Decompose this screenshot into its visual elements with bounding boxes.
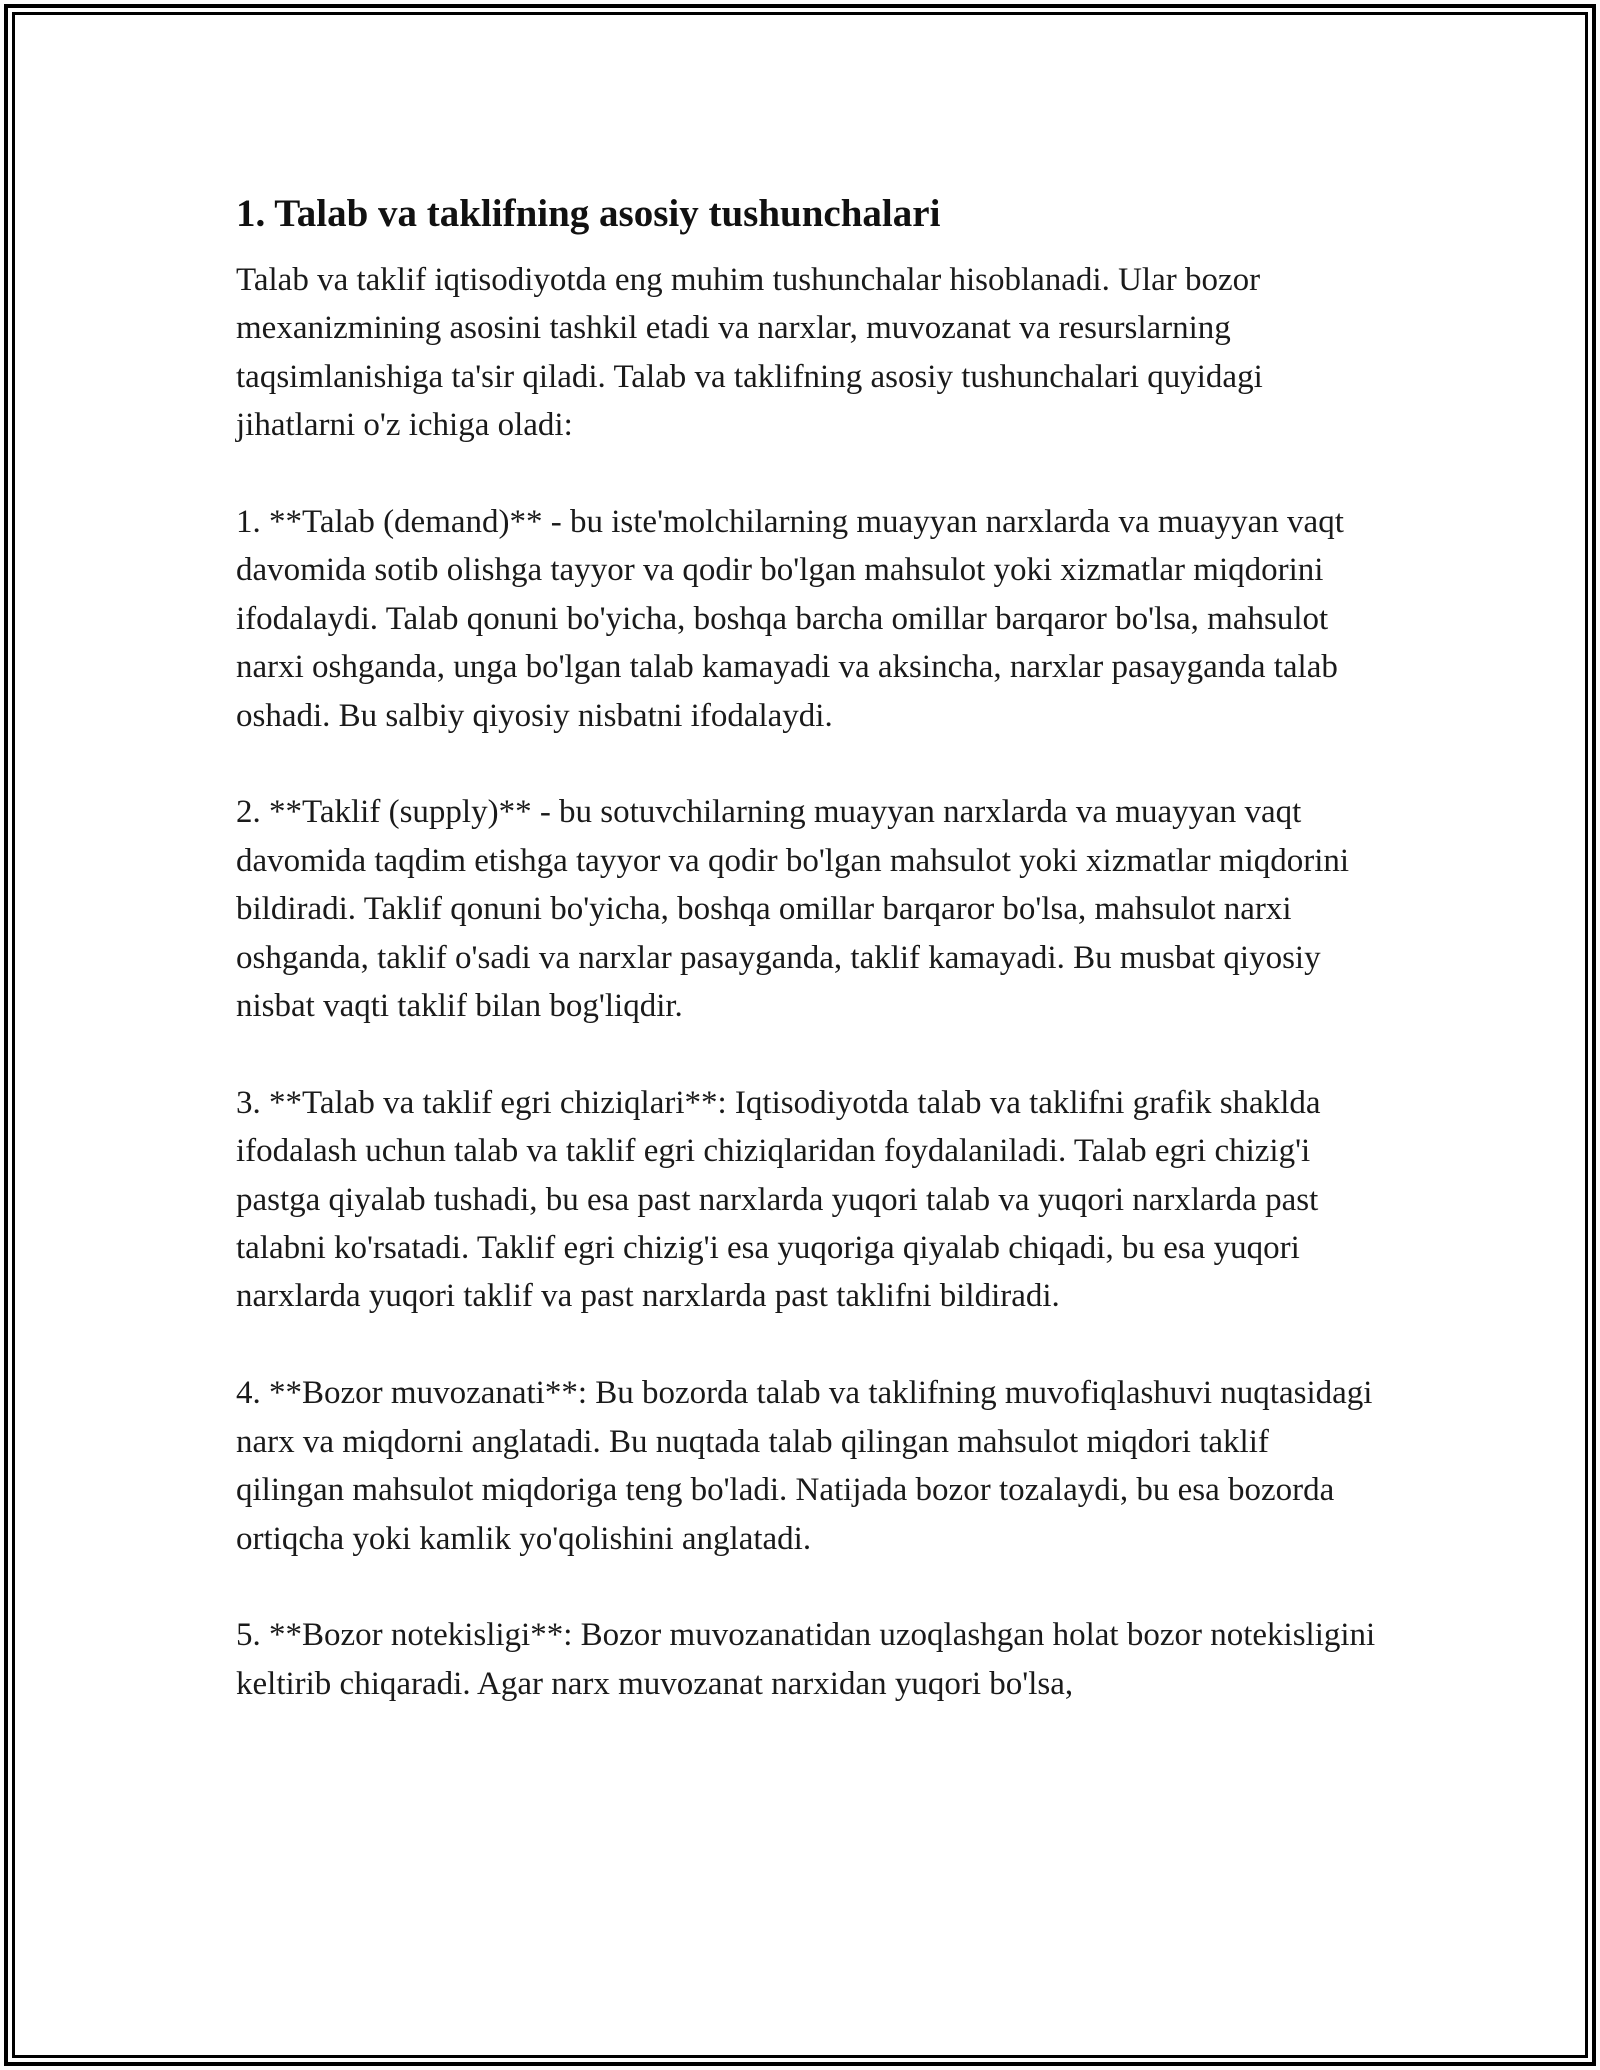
list-item-demand: 1. **Talab (demand)** - bu iste'molchilarning muayyan narxlarda va muayyan vaqt davomida sotib olishga tayyor va qodir bo'lgan mahsulot yoki xizmatlar miqdorini ifodalaydi. Talab qonuni bo'yicha, boshqa barcha omillar barqaror bo'lsa, mahsulot narxi oshganda, unga bo'lgan talab kamayadi va aksincha, narxlar pasayganda talab oshadi. Bu salbiy qiyosiy nisbatni ifodalaydi. (236, 504, 1344, 734)
section-heading: 1. Talab va taklifning asosiy tushunchalari (236, 192, 941, 235)
list-item-supply: 2. **Taklif (supply)** - bu sotuvchilarning muayyan narxlarda va muayyan vaqt davomida taqdim etishga tayyor va qodir bo'lgan mahsulot yoki xizmatlar miqdorini bildiradi. Taklif qonuni bo'yicha, boshqa omillar barqaror bo'lsa, mahsulot narxi oshganda, taklif o'sadi va narxlar pasayganda, taklif kamayadi. Bu musbat qiyosiy nisbat vaqti taklif bilan bog'liqdir. (236, 794, 1350, 1025)
list-item-equilibrium: 4. **Bozor muvozanati**: Bu bozorda talab va taklifning muvofiqlashuvi nuqtasidagi narx va miqdorni anglatadi. Bu nuqtada talab qilingan mahsulot miqdori taklif qilingan mahsulot miqdoriga teng bo'ladi. Natijada bozor tozalaydi, bu esa bozorda ortiqcha yoki kamlik yo'qolishini anglatadi. (236, 1375, 1373, 1557)
list-item-disequilibrium: 5. **Bozor notekisligi**: Bozor muvozanatidan uzoqlashgan holat bozor notekisligini keltirib chiqaradi. Agar narx muvozanat narxidan yuqori bo'lsa, (236, 1617, 1376, 1702)
paragraph-spacer (236, 1563, 1376, 1611)
document-body (236, 184, 1376, 1708)
intro-paragraph: Talab va taklif iqtisodiyotda eng muhim tushunchalar hisoblanadi. Ular bozor mexanizmining asosini tashkil etadi va narxlar, muvozanat va resurslarning taqsimlanishiga ta'sir qiladi. Talab va taklifning asosiy tushunchalari quyidagi jihatlarni o'z ichiga oladi: (236, 262, 1263, 444)
paragraph-spacer (236, 1321, 1376, 1369)
paragraph-spacer (236, 450, 1376, 498)
list-item-curves: 3. **Talab va taklif egri chiziqlari**: Iqtisodiyotda talab va taklifni grafik shaklda ifodalash uchun talab va taklif egri chiziqlaridan foydalaniladi. Talab egri chizig'i pastga qiyalab tushadi, bu esa past narxlarda yuqori talab va yuqori narxlarda past talabni ko'rsatadi. Taklif egri chizig'i esa yuqoriga qiyalab chiqadi, bu esa yuqori narxlarda yuqori taklif va past narxlarda past taklifni bildiradi. (236, 1084, 1321, 1315)
paragraph-spacer (236, 740, 1376, 788)
paragraph-spacer (236, 1030, 1376, 1078)
